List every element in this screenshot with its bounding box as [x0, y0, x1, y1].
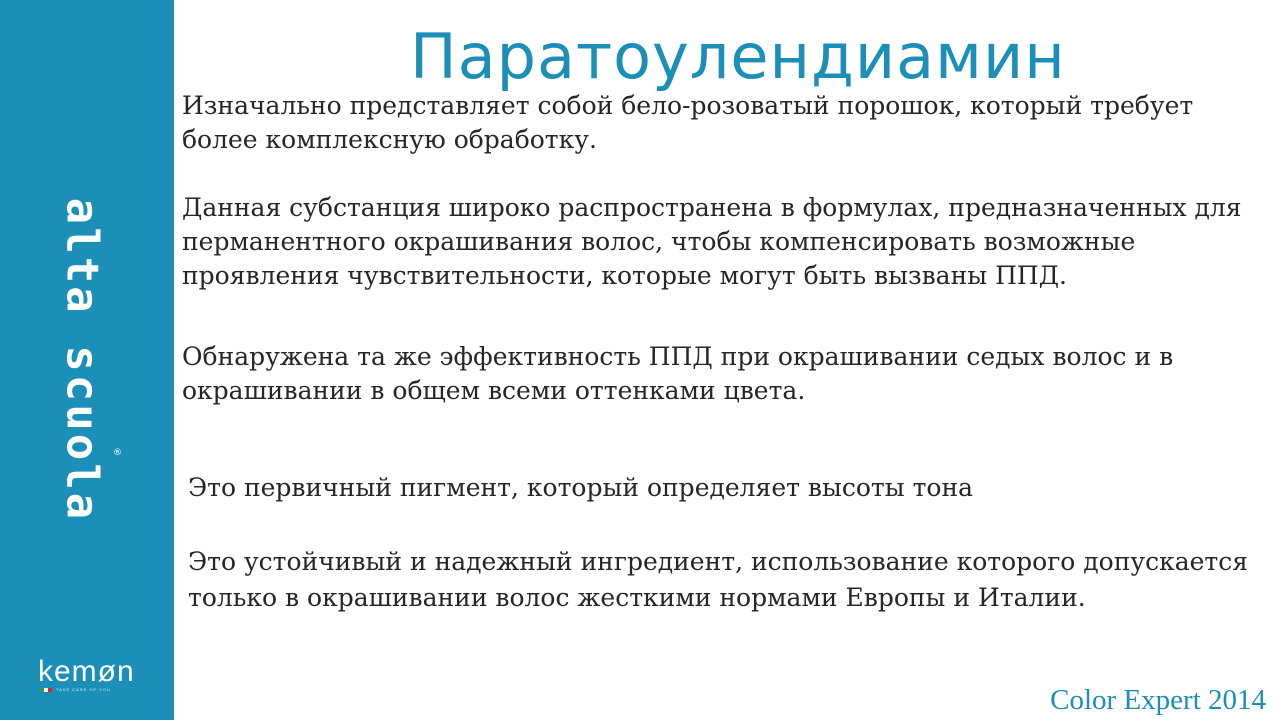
logo-tagline-strip: [40, 687, 111, 692]
paragraph-regulation: Это устойчивый и надежный ингредиент, использование которого допускается только в окрашивании волос жесткими нормами Европы и Италии.: [188, 547, 1249, 612]
flag-red-stripe: [48, 688, 52, 692]
slide-title: Паратоулендиамин: [410, 20, 1066, 93]
registered-mark: ®: [113, 448, 122, 458]
paragraph-primary-pigment: Это первичный пигмент, который определяет высоты тона: [188, 473, 974, 502]
footer-label: Color Expert 2014: [1050, 684, 1266, 716]
paragraph-usage: Данная субстанция широко распространена в формулах, предназначенных для перманентного окрашивания волос, чтобы компенсировать возможные проявления чувствительности, которые могут быть вызваны ППД.: [182, 193, 1242, 290]
logo-tagline: TAKE CARE OF YOU: [56, 687, 111, 692]
paragraph-origin: Изначально представляет собой бело-розоватый порошок, который требует более комплексную обработку.: [182, 91, 1194, 154]
sidebar: [0, 0, 174, 720]
paragraph-efficacy: Обнаружена та же эффективность ППД при окрашивании седых волос и в окрашивании в общем всеми оттенками цвета.: [182, 342, 1174, 405]
italian-flag-icon: [40, 688, 52, 692]
kemon-logo: kemøn: [38, 655, 135, 688]
alta-scuola-brand: alta scuola: [56, 197, 108, 523]
